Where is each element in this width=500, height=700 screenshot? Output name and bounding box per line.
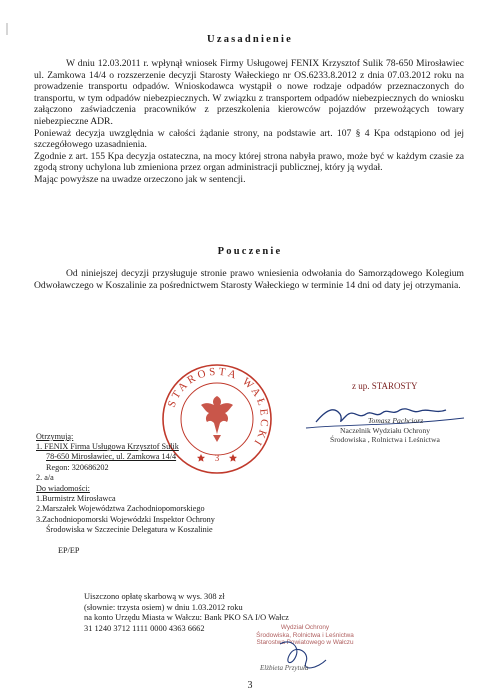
cc-line: 3.Zachodniopomorski Wojewódzki Inspektor Ochrony (36, 514, 215, 524)
cc-line: 2.Marszałek Województwa Zachodniopomorskiego (36, 504, 205, 514)
department-stamp (220, 610, 370, 685)
fee-line: 31 1240 3712 1111 0000 4363 6662 (84, 623, 205, 633)
fee-line: Uiszczono opłatę skarbową w wys. 308 zł (84, 592, 225, 601)
eagle-emblem-icon (201, 396, 233, 442)
author-initials: EP/EP (58, 546, 80, 555)
justification-paragraph: Mając powyższe na uwadze orzeczono jak w sentencji. (34, 173, 246, 185)
recipients-block (36, 432, 179, 483)
fee-line: (słownie: trzysta osiem) w dniu 1.03.2012 roku (84, 602, 243, 612)
justification-heading: Uzasadnienie (207, 34, 293, 45)
stamp-line: Środowiska, Rolnictwa i Leśnictwa (256, 631, 354, 639)
instruction-paragraph: Od niniejszej decyzji przysługuje stronie prawo wniesienia odwołania do Samorządowego Kolegium Odwoławczego w Koszalinie za pośrednictwem Starosty Wałeckiego w terminie 14 dni od daty jej otrzymania. (34, 268, 464, 291)
cc-line: Środowiska w Szczecinie Delegatura w Koszalinie (46, 524, 213, 534)
justification-paragraph: W dniu 12.03.2011 r. wpłynął wniosek Firmy Usługowej FENIX Krzysztof Sulik 78-650 Mirosławiec ul. Zamkowa 14/4 o rozszerzenie decyzji Starosty Wałeckiego nr OS.6233.8.2012 z dnia 07.03.2012 roku na prowadzenie transportu odpadów. Wnioskodawca wystąpił o nowe rodzaje odpadów przeznaczonych do transportu, w tym odpadów niebezpiecznych. W związku z transportem odpadów niebezpiecznych do wniosku załączono zaświadczenia pracowników z przeszkolenia kierowców pojazdów przewożących towary niebezpieczne ADR. (34, 58, 464, 127)
fee-line: na konto Urzędu Miasta w Wałczu: Bank PKO SA I/O Wałcz (84, 613, 289, 623)
stamp-line: Starostwa Powiatowego w Wałczu (256, 639, 354, 647)
signature-name: Tomasz Pachciorz (368, 416, 424, 425)
justification-paragraph: Zgodnie z art. 155 Kpa decyzja ostateczna, na mocy której strona nabyła prawo, może być w każdym czasie za zgodą strony uchylona lub zmieniona przez organ administracji publicznej, który ją wydał. (34, 150, 464, 174)
signature-title: Środowiska , Rolnictwa i Leśnictwa (330, 435, 440, 444)
handwritten-signature (240, 631, 360, 680)
cc-line: 1.Burmistrz Mirosławca (36, 494, 116, 504)
instruction-heading: Pouczenie (217, 246, 283, 257)
cc-block (36, 484, 215, 535)
signature-title: Naczelnik Wydziału Ochrony (340, 426, 431, 435)
recipient-line: 78-650 Mirosławiec, ul. Zamkowa 14/4 (46, 452, 177, 462)
instruction-body (34, 268, 464, 291)
cc-label: Do wiadomości: (36, 484, 90, 493)
signature-block (296, 380, 476, 460)
stamp-line: Wydział Ochrony (280, 624, 330, 631)
justification-paragraph: Ponieważ decyzja uwzględnia w całości żądanie strony, na podstawie art. 107 § 4 Kpa odstąpiono od jej szczegółowego uzasadnienia. (34, 127, 464, 151)
recipient-line: 2. a/a (36, 472, 54, 482)
recipient-line: 1. FENIX Firma Usługowa Krzysztof Sulik (36, 442, 179, 452)
recipients-label: Otrzymują: (36, 432, 74, 441)
page-number: 3 (247, 680, 253, 691)
stamp-number: 3 (214, 453, 220, 463)
stamp-ring-text: STAROSTA WAŁECKI (165, 365, 271, 450)
stamp-signature-name: Elżbieta Przytuła (260, 664, 309, 672)
signature-authorization: z up. STAROSTY (352, 381, 418, 391)
recipient-line: Regon: 320686202 (46, 462, 109, 472)
justification-body (34, 58, 464, 186)
